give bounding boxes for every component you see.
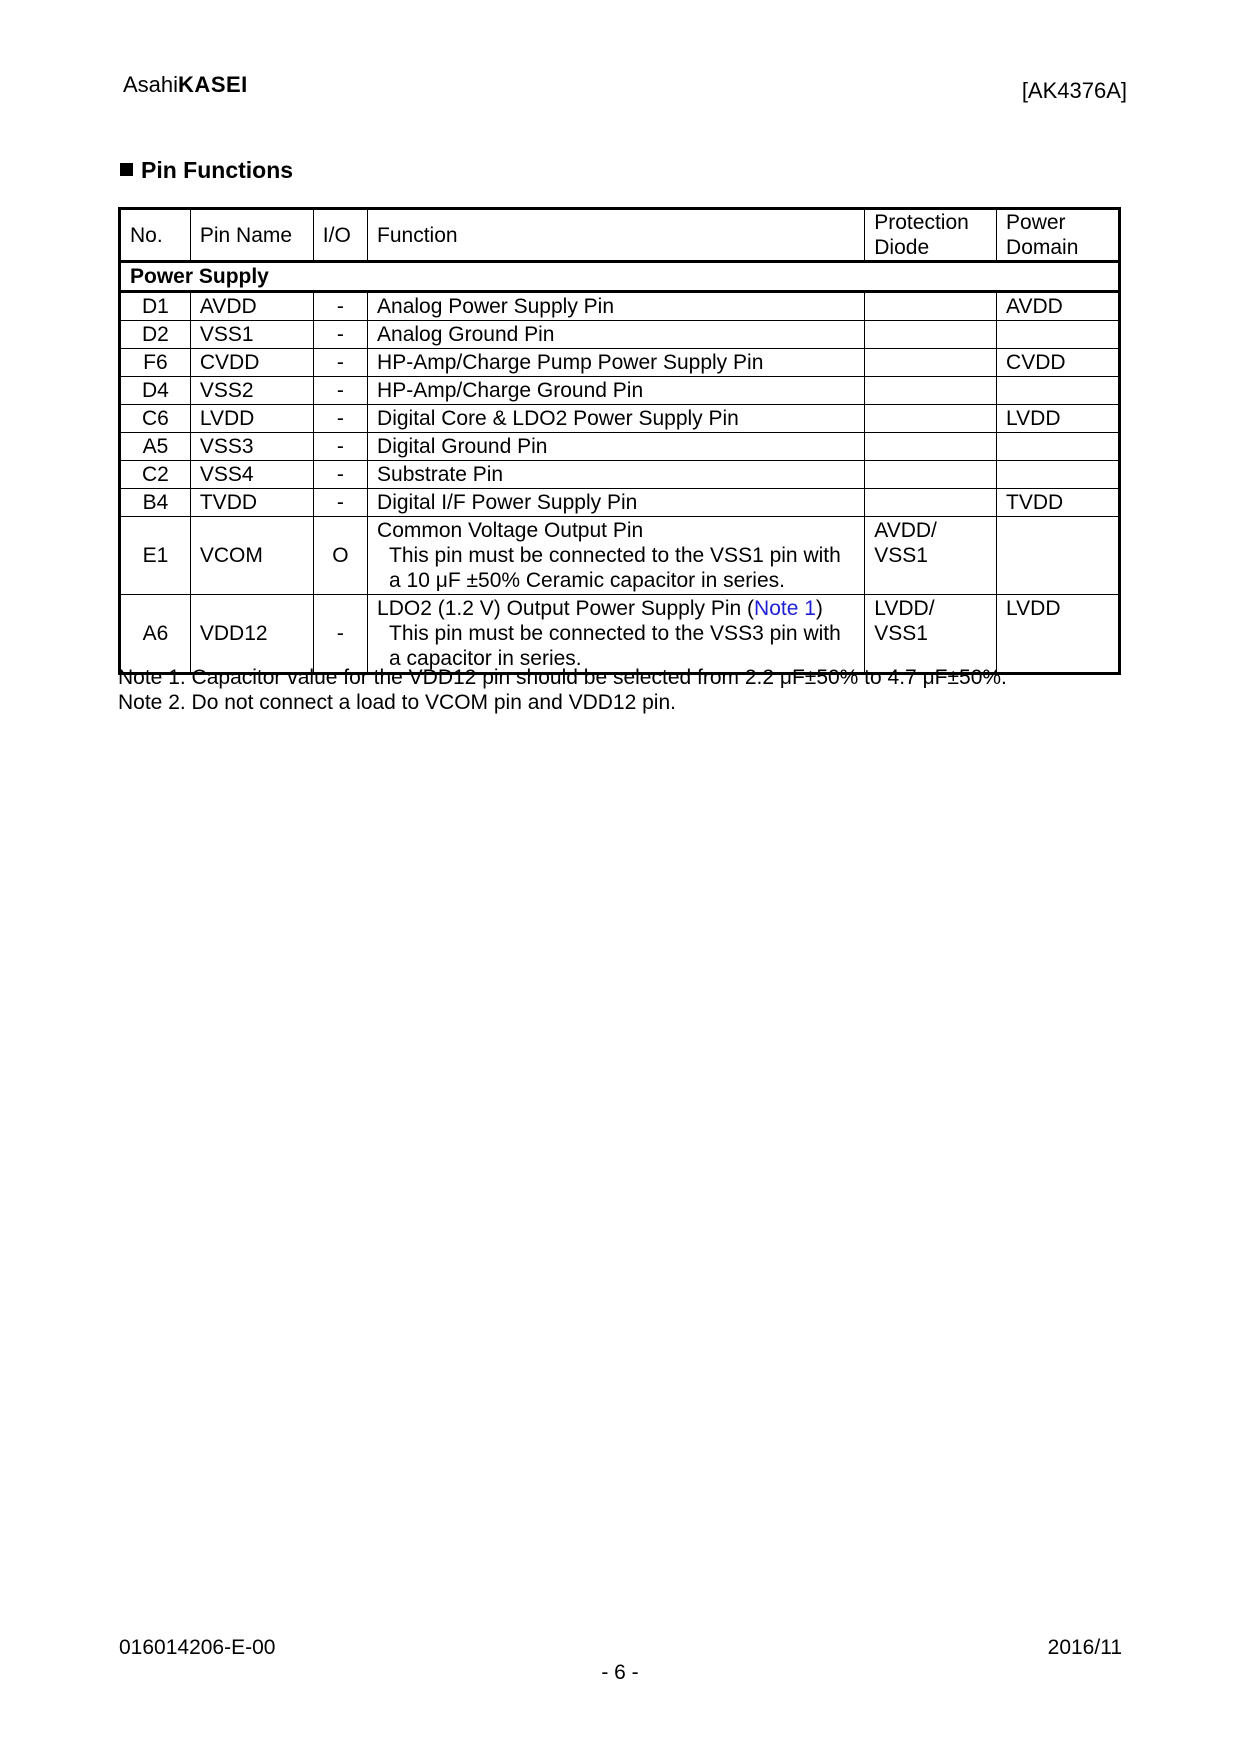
cell-pin-name: LVDD	[190, 405, 313, 433]
cell-domain	[997, 321, 1120, 349]
diode-line: AVDD/	[874, 519, 937, 542]
table-row	[120, 489, 1120, 517]
cell-pin-name: AVDD	[190, 292, 313, 321]
note-1-link[interactable]: Note 1	[754, 597, 816, 620]
cell-domain	[997, 461, 1120, 489]
cell-function: Digital Ground Pin	[368, 433, 865, 461]
table-row	[120, 292, 1120, 321]
cell-function: Digital Core & LDO2 Power Supply Pin	[368, 405, 865, 433]
cell-diode	[865, 292, 997, 321]
pin-functions-table	[118, 207, 1121, 675]
group-label: Power Supply	[120, 262, 1120, 292]
header-pin-name: Pin Name	[190, 209, 313, 262]
diode-line: VSS1	[874, 622, 928, 645]
cell-no: A6	[120, 595, 191, 674]
cell-io: -	[313, 595, 367, 674]
cell-diode	[865, 461, 997, 489]
function-line-post: )	[815, 597, 823, 620]
cell-no: E1	[120, 517, 191, 595]
function-line-pre: LDO2 (1.2 V) Output Power Supply Pin (	[377, 597, 755, 620]
cell-diode	[865, 405, 997, 433]
cell-pin-name: VSS1	[190, 321, 313, 349]
table-row	[120, 433, 1120, 461]
header-function: Function	[368, 209, 865, 262]
cell-pin-name: VSS2	[190, 377, 313, 405]
cell-pin-name: VSS3	[190, 433, 313, 461]
section-heading	[120, 157, 293, 184]
cell-pin-name: TVDD	[190, 489, 313, 517]
cell-no: B4	[120, 489, 191, 517]
cell-function: HP-Amp/Charge Ground Pin	[368, 377, 865, 405]
cell-function	[368, 595, 865, 674]
table-header-row	[120, 209, 1120, 262]
notes-block	[118, 665, 1007, 715]
cell-diode	[865, 349, 997, 377]
group-row	[120, 262, 1120, 292]
header-no: No.	[120, 209, 191, 262]
function-line: Common Voltage Output Pin	[377, 519, 644, 542]
table-row	[120, 377, 1120, 405]
cell-diode	[865, 377, 997, 405]
header-protection-diode	[865, 209, 997, 262]
note-1: Note 1. Capacitor value for the VDD12 pin should be selected from 2.2 μF±50% to 4.7 μF±50%.	[118, 666, 1007, 689]
footer-date: 2016/11	[1047, 1636, 1122, 1659]
table-row	[120, 349, 1120, 377]
section-title: Pin Functions	[141, 157, 294, 183]
cell-function: Digital I/F Power Supply Pin	[368, 489, 865, 517]
header-domain-line2: Domain	[1006, 236, 1079, 259]
table-row-vdd12	[120, 595, 1120, 674]
header-io: I/O	[313, 209, 367, 262]
cell-io: -	[313, 405, 367, 433]
cell-io: -	[313, 377, 367, 405]
square-bullet-icon	[120, 163, 133, 176]
cell-domain: LVDD	[997, 405, 1120, 433]
cell-io: -	[313, 489, 367, 517]
function-line: This pin must be connected to the VSS3 pin with	[389, 622, 841, 645]
cell-domain: TVDD	[997, 489, 1120, 517]
header-power-domain	[997, 209, 1120, 262]
cell-no: D2	[120, 321, 191, 349]
cell-function: Substrate Pin	[368, 461, 865, 489]
cell-no: A5	[120, 433, 191, 461]
cell-io: -	[313, 321, 367, 349]
cell-domain: LVDD	[997, 595, 1120, 674]
cell-domain: CVDD	[997, 349, 1120, 377]
diode-line: VSS1	[874, 544, 928, 567]
cell-domain: AVDD	[997, 292, 1120, 321]
footer-doc-number: 016014206-E-00	[119, 1636, 276, 1659]
cell-no: C6	[120, 405, 191, 433]
function-line: a 10 μF ±50% Ceramic capacitor in series.	[389, 569, 785, 592]
cell-io: O	[313, 517, 367, 595]
cell-no: D1	[120, 292, 191, 321]
table-row-vcom	[120, 517, 1120, 595]
cell-diode	[865, 489, 997, 517]
function-line: a capacitor in series.	[389, 647, 582, 670]
cell-function: Analog Ground Pin	[368, 321, 865, 349]
cell-no: C2	[120, 461, 191, 489]
table-row	[120, 461, 1120, 489]
cell-function: Analog Power Supply Pin	[368, 292, 865, 321]
cell-io: -	[313, 292, 367, 321]
cell-no: D4	[120, 377, 191, 405]
cell-pin-name: CVDD	[190, 349, 313, 377]
cell-pin-name: VSS4	[190, 461, 313, 489]
cell-io: -	[313, 461, 367, 489]
cell-pin-name: VCOM	[190, 517, 313, 595]
cell-domain	[997, 433, 1120, 461]
cell-function	[368, 517, 865, 595]
logo-brand: KASEI	[178, 72, 248, 97]
diode-line: LVDD/	[874, 597, 935, 620]
header-protection-line2: Diode	[874, 236, 930, 259]
cell-diode	[865, 433, 997, 461]
company-logo	[123, 72, 248, 98]
cell-pin-name: VDD12	[190, 595, 313, 674]
cell-io: -	[313, 433, 367, 461]
table-row	[120, 405, 1120, 433]
header-domain-line1: Power	[1006, 211, 1066, 234]
cell-domain	[997, 517, 1120, 595]
function-line: This pin must be connected to the VSS1 pin with	[389, 544, 841, 567]
cell-function: HP-Amp/Charge Pump Power Supply Pin	[368, 349, 865, 377]
document-id: [AK4376A]	[1021, 78, 1127, 103]
logo-prefix: Asahi	[123, 72, 179, 97]
note-2: Note 2. Do not connect a load to VCOM pin and VDD12 pin.	[118, 691, 676, 714]
cell-domain	[997, 377, 1120, 405]
cell-diode	[865, 595, 997, 674]
cell-diode	[865, 321, 997, 349]
cell-no: F6	[120, 349, 191, 377]
page-number: - 6 -	[601, 1661, 639, 1684]
cell-diode	[865, 517, 997, 595]
header-protection-line1: Protection	[874, 211, 969, 234]
cell-io: -	[313, 349, 367, 377]
table-row	[120, 321, 1120, 349]
